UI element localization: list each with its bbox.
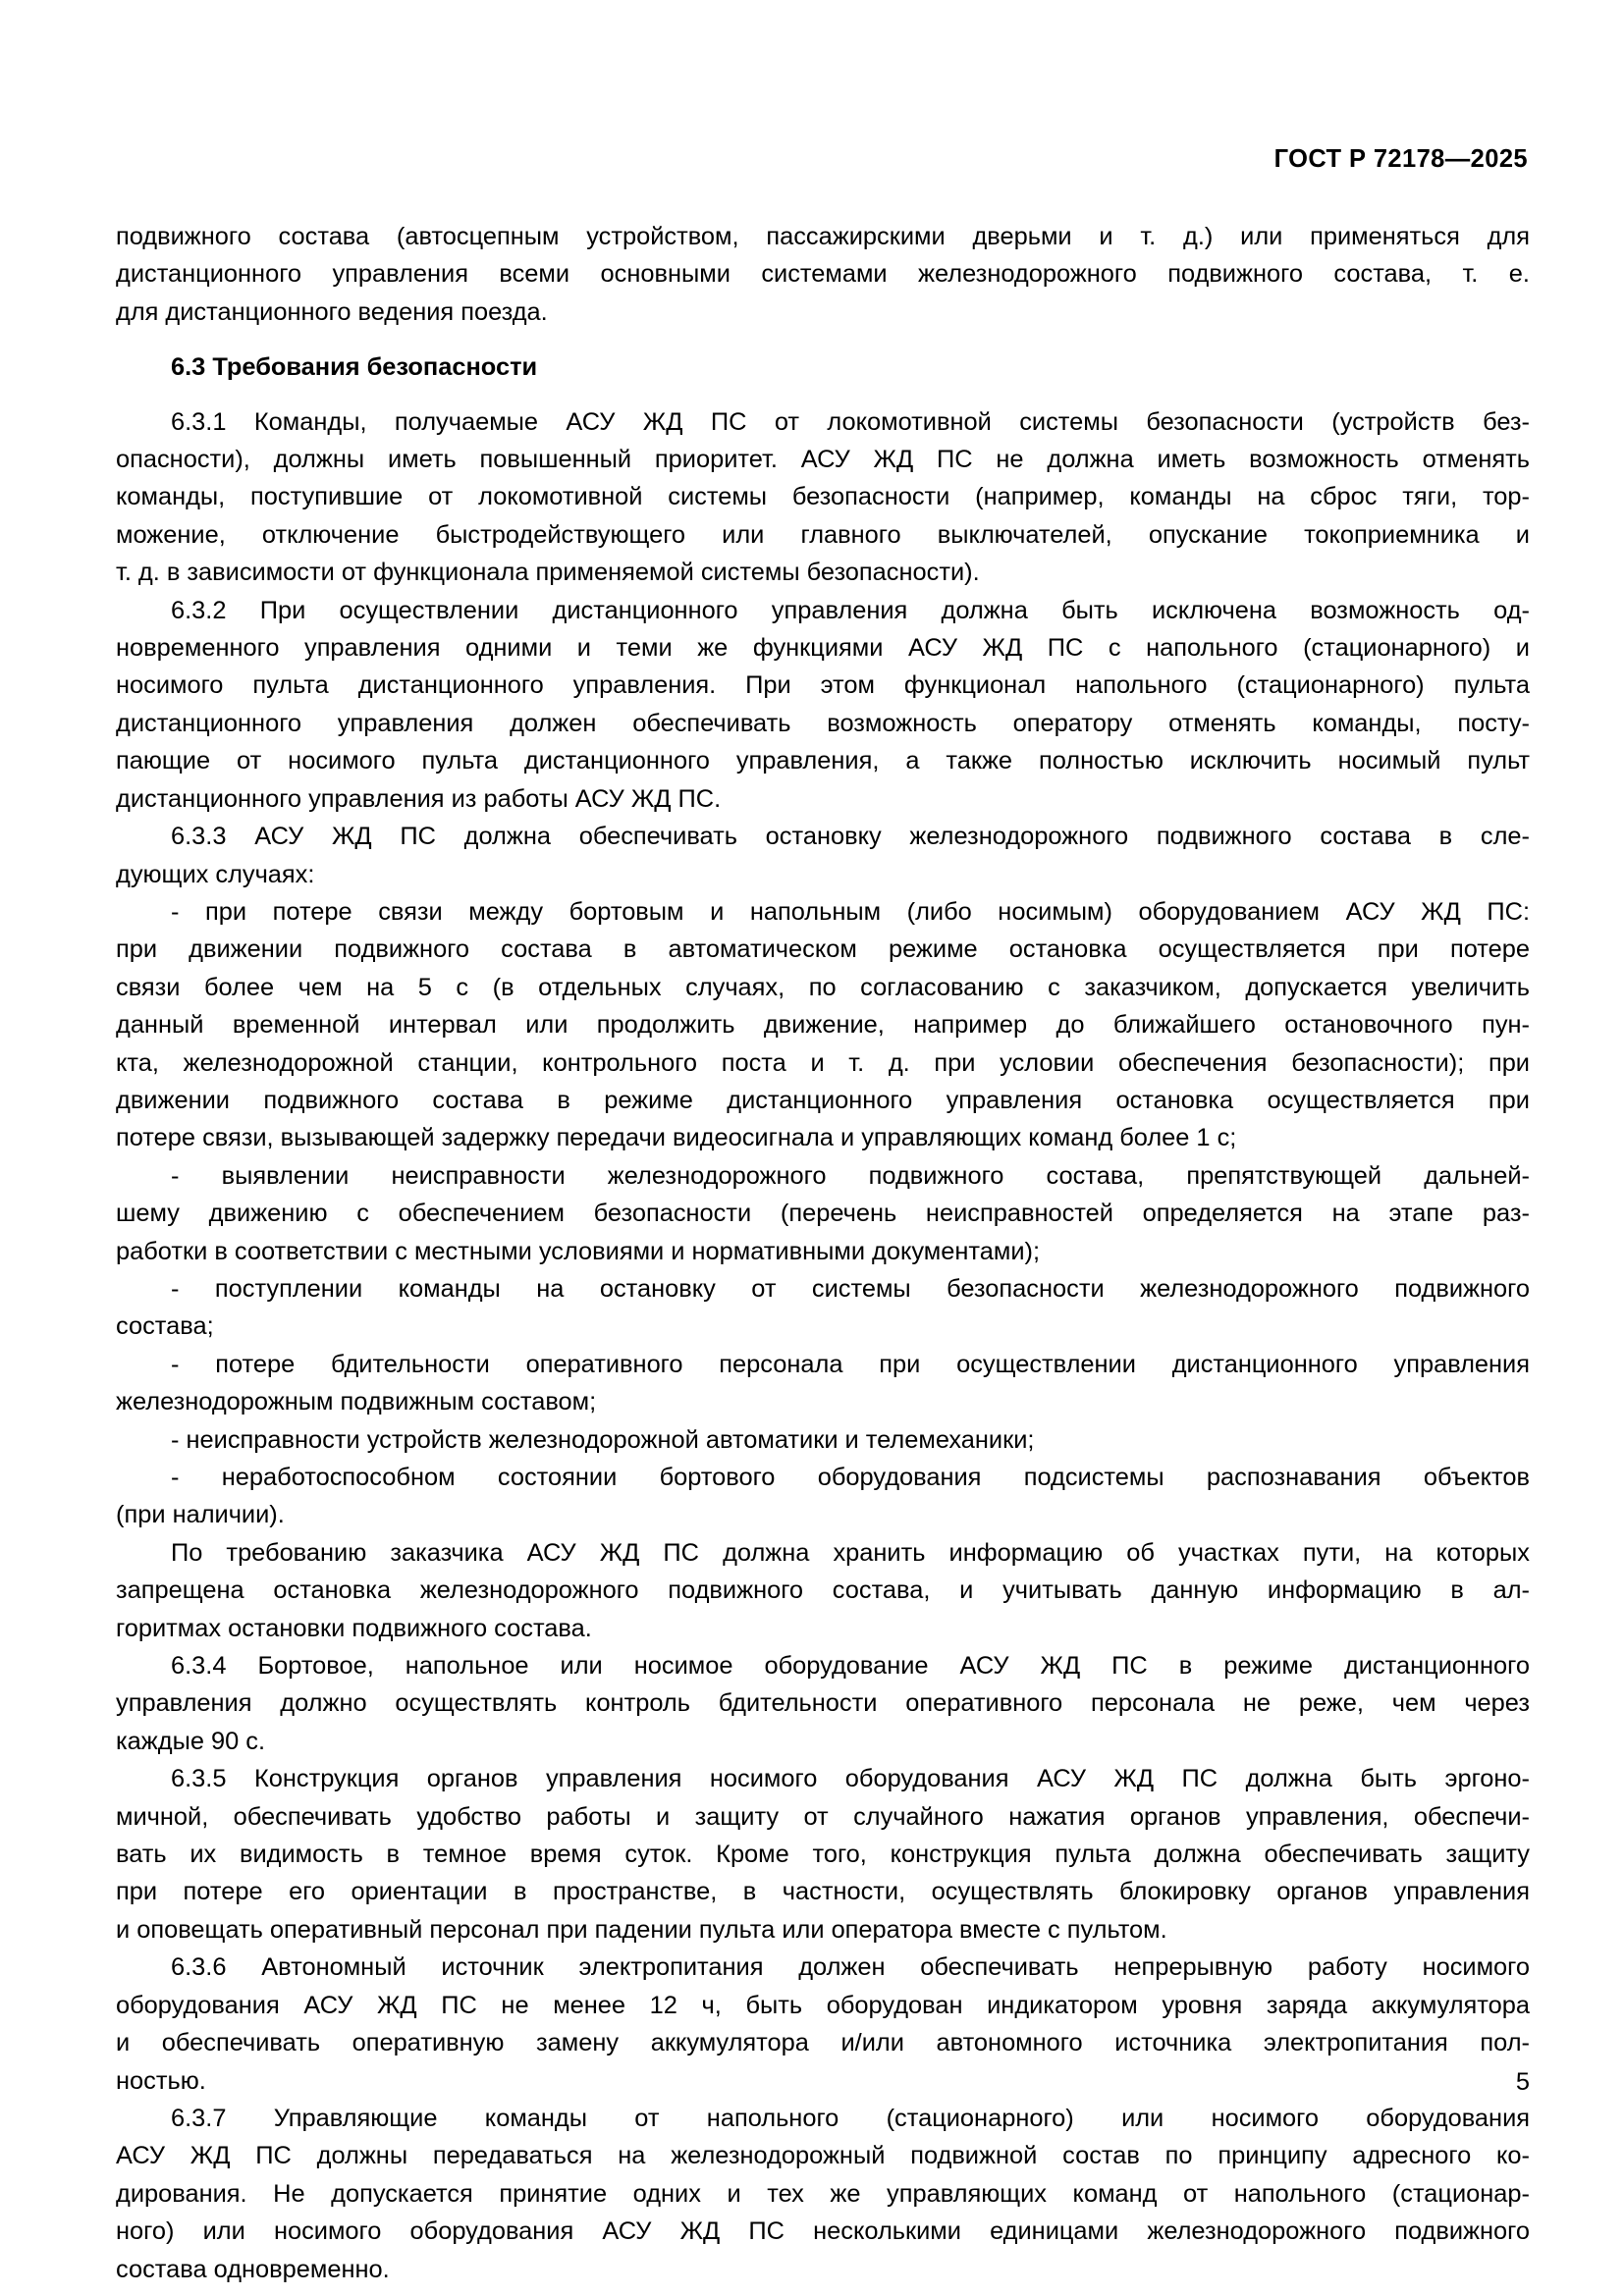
document-body bbox=[116, 218, 1530, 2288]
clause-6-3-2 bbox=[116, 592, 1530, 818]
paragraph-text bbox=[116, 1270, 1530, 1346]
text-line: 6.3.4 Бортовое, напольное или носимое оборудование АСУ ЖД ПС в режиме дистанционного bbox=[171, 1652, 1530, 1681]
text-line: управления должно осуществлять контроль бдительности оперативного персонала не реже, чем через bbox=[116, 1689, 1530, 1718]
section-heading-6-3: 6.3 Требования безопасности bbox=[171, 353, 538, 382]
list-item bbox=[116, 1157, 1530, 1270]
text-line: мичной, обеспечивать удобство работы и защиту от случайного нажатия органов управления, обеспечи- bbox=[116, 1802, 1530, 1831]
clause-6-3-7 bbox=[116, 2100, 1530, 2288]
text-line: (при наличии). bbox=[116, 1501, 285, 1529]
list-item bbox=[116, 1459, 1530, 1534]
text-line: состава одновременно. bbox=[116, 2255, 390, 2283]
text-line: дистанционного управления должен обеспечивать возможность оператору отменять команды, посту- bbox=[116, 709, 1530, 737]
text-line: для дистанционного ведения поезда. bbox=[116, 297, 548, 326]
text-line: работки в соответствии с местными условиями и нормативными документами); bbox=[116, 1237, 1041, 1265]
text-line: 6.3.1 Команды, получаемые АСУ ЖД ПС от локомотивной системы безопасности (устройств без- bbox=[171, 407, 1530, 436]
text-line: при потере его ориентации в пространстве, в частности, осуществлять блокировку органов управления bbox=[116, 1878, 1530, 1906]
paragraph-text bbox=[116, 1157, 1530, 1270]
text-line: новременного управления одними и теми же функциями АСУ ЖД ПС с напольного (стационарного) и bbox=[116, 634, 1530, 663]
text-line: ностью. bbox=[116, 2066, 206, 2095]
text-line: носимого пульта дистанционного управления. При этом функционал напольного (стационарного) пульта bbox=[116, 671, 1530, 700]
paragraph-text bbox=[116, 1534, 1530, 1647]
text-line: состава; bbox=[116, 1312, 214, 1341]
text-line: связи более чем на 5 с (в отдельных случаях, по согласованию с заказчиком, допускается увеличить bbox=[116, 973, 1530, 1001]
text-line: 6.3.6 Автономный источник электропитания должен обеспечивать непрерывную работу носимого bbox=[171, 1953, 1530, 1982]
paragraph-text bbox=[116, 1346, 1530, 1421]
text-line: - выявлении неисправности железнодорожного подвижного состава, препятствующей дальней- bbox=[171, 1161, 1530, 1190]
text-line: ного) или носимого оборудования АСУ ЖД ПС несколькими единицами железнодорожного подвижного bbox=[116, 2217, 1530, 2246]
list-item bbox=[116, 1346, 1530, 1421]
text-line: оборудования АСУ ЖД ПС не менее 12 ч, быть оборудован индикатором уровня заряда аккумулятора bbox=[116, 1991, 1530, 2019]
text-line: можение, отключение быстродействующего или главного выключателей, опускание токоприемника и bbox=[116, 520, 1530, 549]
page-header bbox=[113, 147, 1528, 185]
clause-6-3-1 bbox=[116, 403, 1530, 592]
text-line: пающие от носимого пульта дистанционного управления, а также полностью исключить носимый пульт bbox=[116, 747, 1530, 775]
page-number: 5 bbox=[1515, 2068, 1530, 2096]
text-line: АСУ ЖД ПС должны передаваться на железнодорожный подвижной состав по принципу адресного ко- bbox=[116, 2142, 1530, 2170]
standard-number-header: ГОСТ Р 72178—2025 bbox=[1273, 145, 1528, 173]
paragraph-text bbox=[116, 818, 1530, 893]
text-line: - при потере связи между бортовым и напольным (либо носимым) оборудованием АСУ ЖД ПС: bbox=[171, 897, 1530, 926]
text-line: кта, железнодорожной станции, контрольного поста и т. д. при условии обеспечения безопасности); при bbox=[116, 1048, 1530, 1077]
paragraph-text bbox=[116, 2100, 1530, 2288]
text-line: данный временной интервал или продолжить движение, например до ближайшего остановочного пун- bbox=[116, 1011, 1530, 1040]
text-line: дирования. Не допускается принятие одних и тех же управляющих команд от напольного (стационар- bbox=[116, 2179, 1530, 2208]
text-line: горитмах остановки подвижного состава. bbox=[116, 1614, 592, 1642]
paragraph-text bbox=[116, 893, 1530, 1157]
paragraph-text bbox=[116, 592, 1530, 818]
text-line: движении подвижного состава в режиме дистанционного управления остановка осуществляется при bbox=[116, 1086, 1530, 1114]
text-line: 6.3.5 Конструкция органов управления носимого оборудования АСУ ЖД ПС должна быть эргоно- bbox=[171, 1765, 1530, 1793]
text-line: и обеспечивать оперативную замену аккумулятора и/или автономного источника электропитания пол- bbox=[116, 2029, 1530, 2057]
text-line: 6.3.3 АСУ ЖД ПС должна обеспечивать остановку железнодорожного подвижного состава в сле- bbox=[171, 823, 1530, 851]
clause-6-3-4 bbox=[116, 1647, 1530, 1760]
list-item bbox=[116, 1270, 1530, 1346]
text-line: дистанционного управления из работы АСУ ЖД ПС. bbox=[116, 784, 722, 813]
text-line: 6.3.7 Управляющие команды от напольного (стационарного) или носимого оборудования bbox=[171, 2104, 1530, 2132]
list-item bbox=[116, 1421, 1530, 1459]
text-line: каждые 90 с. bbox=[116, 1727, 266, 1755]
paragraph-text bbox=[116, 1421, 1530, 1459]
text-line: т. д. в зависимости от функционала применяемой системы безопасности). bbox=[116, 559, 980, 587]
paragraph-text bbox=[116, 218, 1530, 331]
text-line: вать их видимость в темное время суток. Кроме того, конструкция пульта должна обеспечивать защиту bbox=[116, 1841, 1530, 1869]
text-line: 6.3.2 При осуществлении дистанционного управления должна быть исключена возможность од- bbox=[171, 596, 1530, 624]
paragraph-text bbox=[116, 1647, 1530, 1760]
text-line: при движении подвижного состава в автоматическом режиме остановка осуществляется при потере bbox=[116, 935, 1530, 964]
text-line: дистанционного управления всеми основными системами железнодорожного подвижного состава, т. е. bbox=[116, 260, 1530, 289]
clause-6-3-5 bbox=[116, 1760, 1530, 1949]
text-line: - поступлении команды на остановку от системы безопасности железнодорожного подвижного bbox=[171, 1274, 1530, 1303]
paragraph-text bbox=[116, 1760, 1530, 1949]
clause-6-3-3 bbox=[116, 818, 1530, 893]
text-line: По требованию заказчика АСУ ЖД ПС должна хранить информацию об участках пути, на которых bbox=[171, 1538, 1530, 1567]
paragraph-text bbox=[116, 1459, 1530, 1534]
text-line: - неисправности устройств железнодорожной автоматики и телемеханики; bbox=[171, 1425, 1035, 1454]
text-line: железнодорожным подвижным составом; bbox=[116, 1388, 597, 1416]
carryover-paragraph bbox=[116, 218, 1530, 331]
text-line: команды, поступившие от локомотивной системы безопасности (например, команды на сброс тяги, тор- bbox=[116, 483, 1530, 511]
text-line: опасности), должны иметь повышенный приоритет. АСУ ЖД ПС не должна иметь возможность отменять bbox=[116, 446, 1530, 474]
text-line: и оповещать оперативный персонал при падении пульта или оператора вместе с пультом. bbox=[116, 1915, 1167, 1944]
text-line: потере связи, вызывающей задержку передачи видеосигнала и управляющих команд более 1 с; bbox=[116, 1124, 1237, 1152]
paragraph-text bbox=[116, 403, 1530, 592]
text-line: шему движению с обеспечением безопасности (перечень неисправностей определяется на этапе раз- bbox=[116, 1200, 1530, 1228]
text-line: - потере бдительности оперативного персонала при осуществлении дистанционного управления bbox=[171, 1350, 1530, 1378]
text-line: дующих случаях: bbox=[116, 860, 315, 888]
text-line: - неработоспособном состоянии бортового оборудования подсистемы распознавания объектов bbox=[171, 1464, 1530, 1491]
customer-requirement-paragraph bbox=[116, 1534, 1530, 1647]
list-item bbox=[116, 893, 1530, 1157]
text-line: подвижного состава (автосцепным устройством, пассажирскими дверьми и т. д.) или применяться для bbox=[116, 223, 1530, 250]
text-line: запрещена остановка железнодорожного подвижного состава, и учитывать данную информацию в ал- bbox=[116, 1576, 1530, 1605]
